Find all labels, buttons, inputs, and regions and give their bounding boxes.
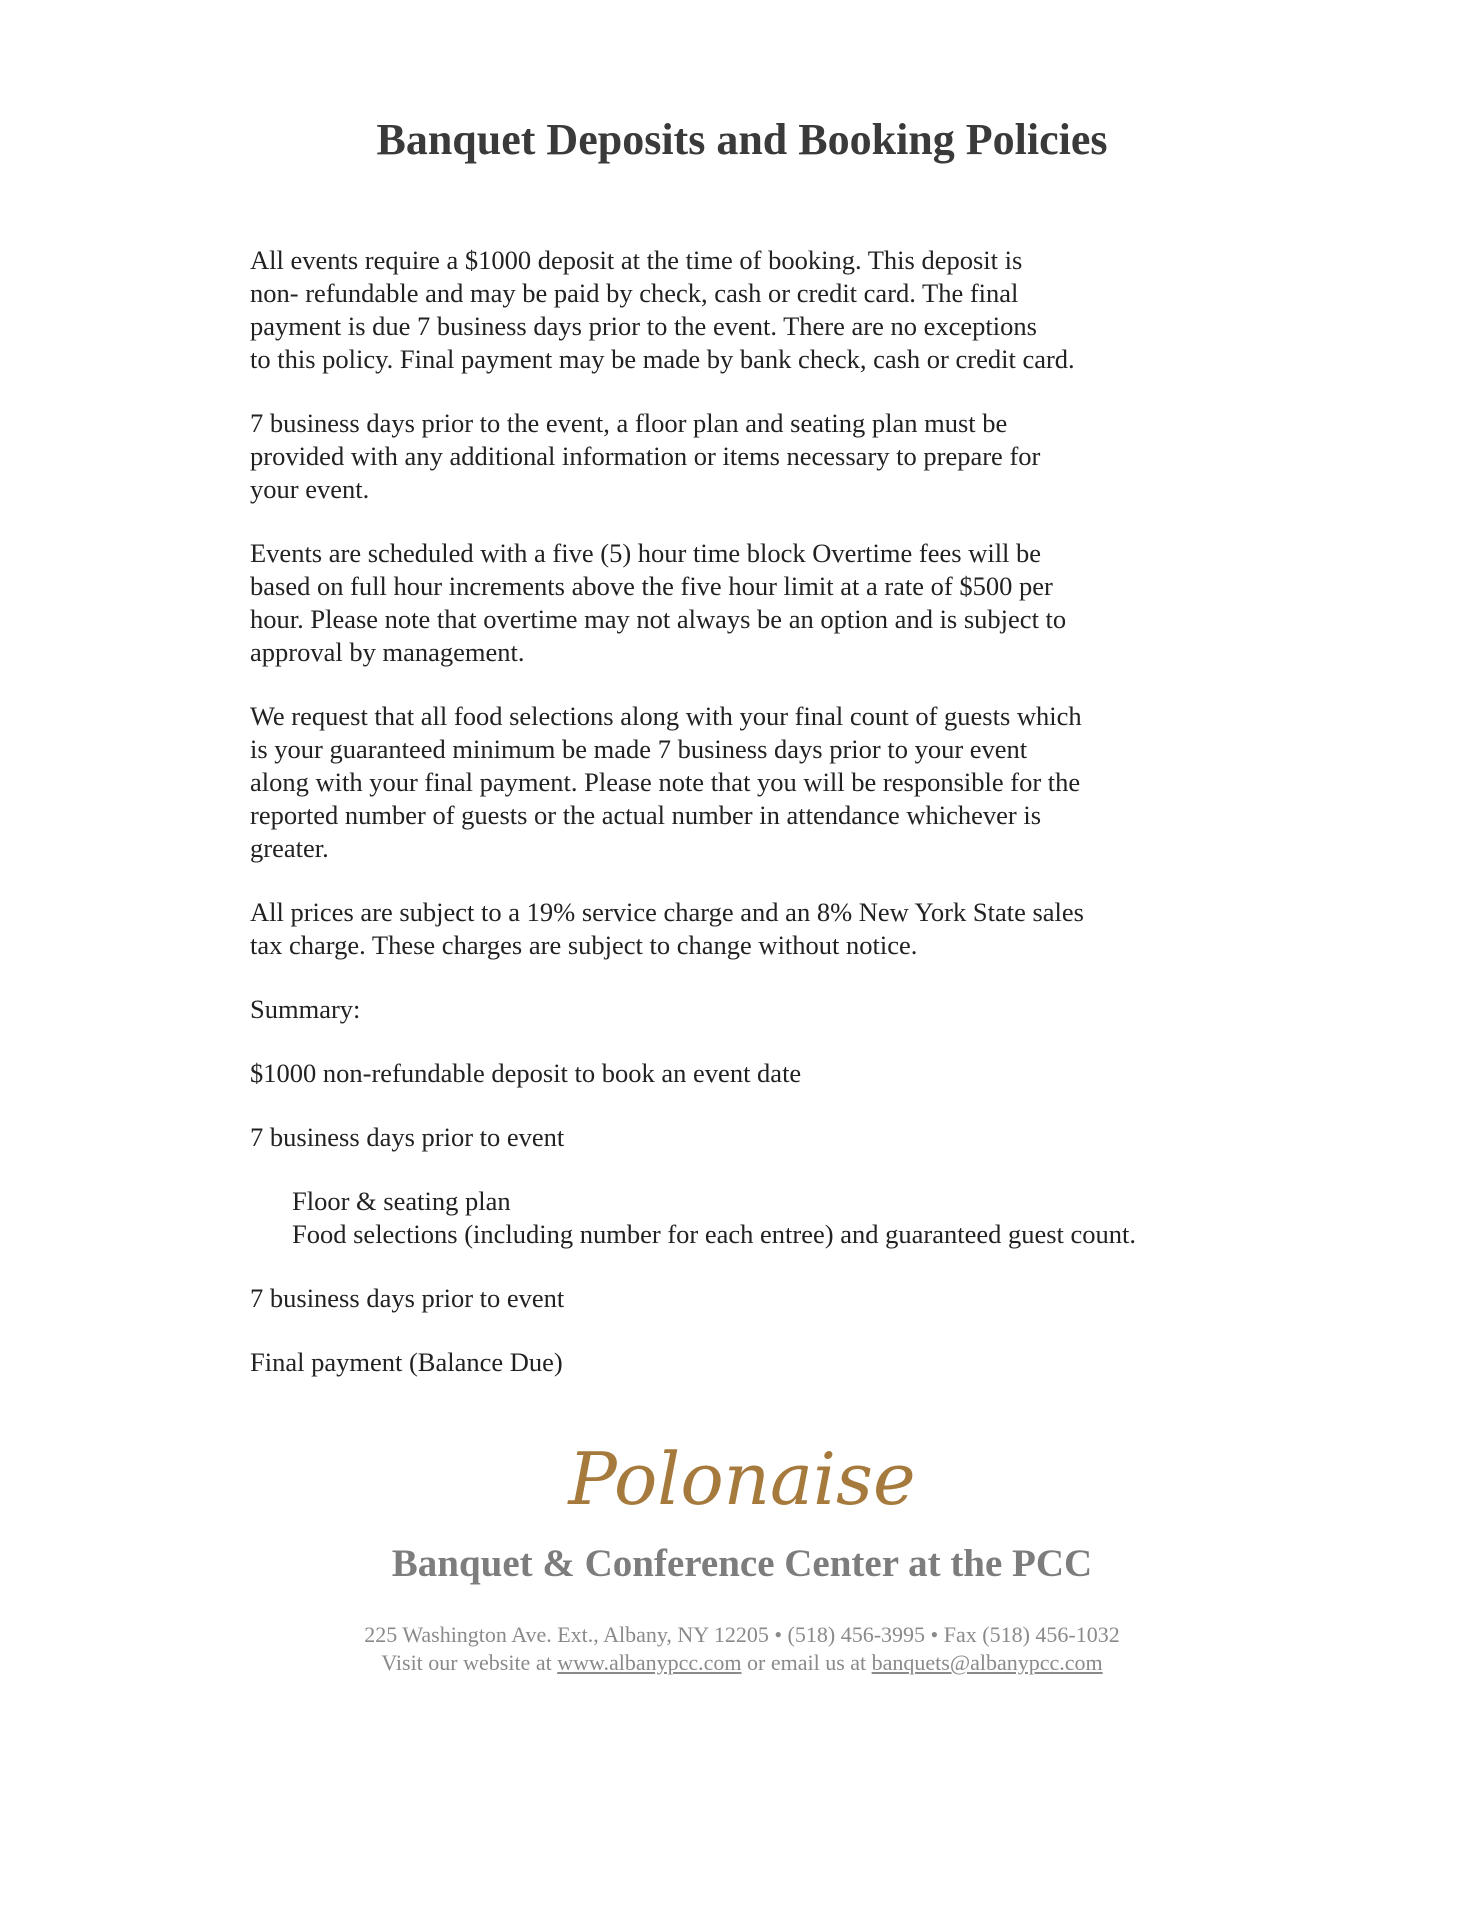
paragraph-floor-plan [250,407,1230,506]
policy-body [250,244,1230,1410]
summary-deposit: $1000 non-refundable deposit to book an event date [250,1058,802,1088]
website-link[interactable]: www.albanypcc.com [557,1650,742,1675]
polonaise-logo-mark [532,1432,952,1532]
contact-middle: or email us at [747,1650,867,1675]
address-line: 225 Washington Ave. Ext., Albany, NY 12205 • (518) 456-3995 • Fax (518) 456-1032 [364,1622,1120,1647]
paragraph-line: to this policy. Final payment may be made by bank check, cash or credit card. [250,344,1075,374]
paragraph-line: All prices are subject to a 19% service charge and an 8% New York State sales [250,897,1084,927]
summary-heading: Summary: [250,994,361,1024]
paragraph-line: based on full hour increments above the five hour limit at a rate of $500 per [250,571,1053,601]
paragraph-food-selections [250,700,1230,865]
paragraph-line: All events require a $1000 deposit at the time of booking. This deposit is [250,245,1023,275]
paragraph-line: provided with any additional information or items necessary to prepare for [250,441,1041,471]
paragraph-service-charge [250,896,1230,962]
summary-first-deadline: 7 business days prior to event [250,1122,565,1152]
contact-prefix: Visit our website at [381,1650,552,1675]
page-title: Banquet Deposits and Booking Policies [376,115,1108,164]
paragraph-line: hour. Please note that overtime may not always be an option and is subject to [250,604,1067,634]
paragraph-line: greater. [250,833,329,863]
polonaise-logo-text: Polonaise [568,1437,916,1521]
summary-first-deadline-items [292,1185,1230,1251]
paragraph-line: payment is due 7 business days prior to the event. There are no exceptions [250,311,1037,341]
summary-final-payment: Final payment (Balance Due) [250,1347,563,1377]
paragraph-line: approval by management. [250,637,525,667]
polonaise-logo [0,1432,1484,1532]
paragraph-line: your event. [250,474,370,504]
summary-sub-item: Floor & seating plan [292,1186,511,1216]
summary-sub-item: Food selections (including number for each entree) and guaranteed guest count. [292,1219,1137,1249]
contact-line [0,1649,1484,1677]
paragraph-overtime [250,537,1230,669]
paragraph-line: is your guaranteed minimum be made 7 business days prior to your event [250,734,1028,764]
email-link[interactable]: banquets@albanypcc.com [871,1650,1103,1675]
summary-second-deadline: 7 business days prior to event [250,1283,565,1313]
paragraph-line: reported number of guests or the actual number in attendance whichever is [250,800,1042,830]
paragraph-deposit [250,244,1230,376]
paragraph-line: along with your final payment. Please note that you will be responsible for the [250,767,1081,797]
paragraph-line: We request that all food selections along with your final count of guests which [250,701,1082,731]
paragraph-line: tax charge. These charges are subject to change without notice. [250,930,918,960]
paragraph-line: non- refundable and may be paid by check, cash or credit card. The final [250,278,1019,308]
paragraph-line: Events are scheduled with a five (5) hour time block Overtime fees will be [250,538,1042,568]
paragraph-line: 7 business days prior to the event, a floor plan and seating plan must be [250,408,1008,438]
center-name: Banquet & Conference Center at the PCC [391,1542,1093,1585]
